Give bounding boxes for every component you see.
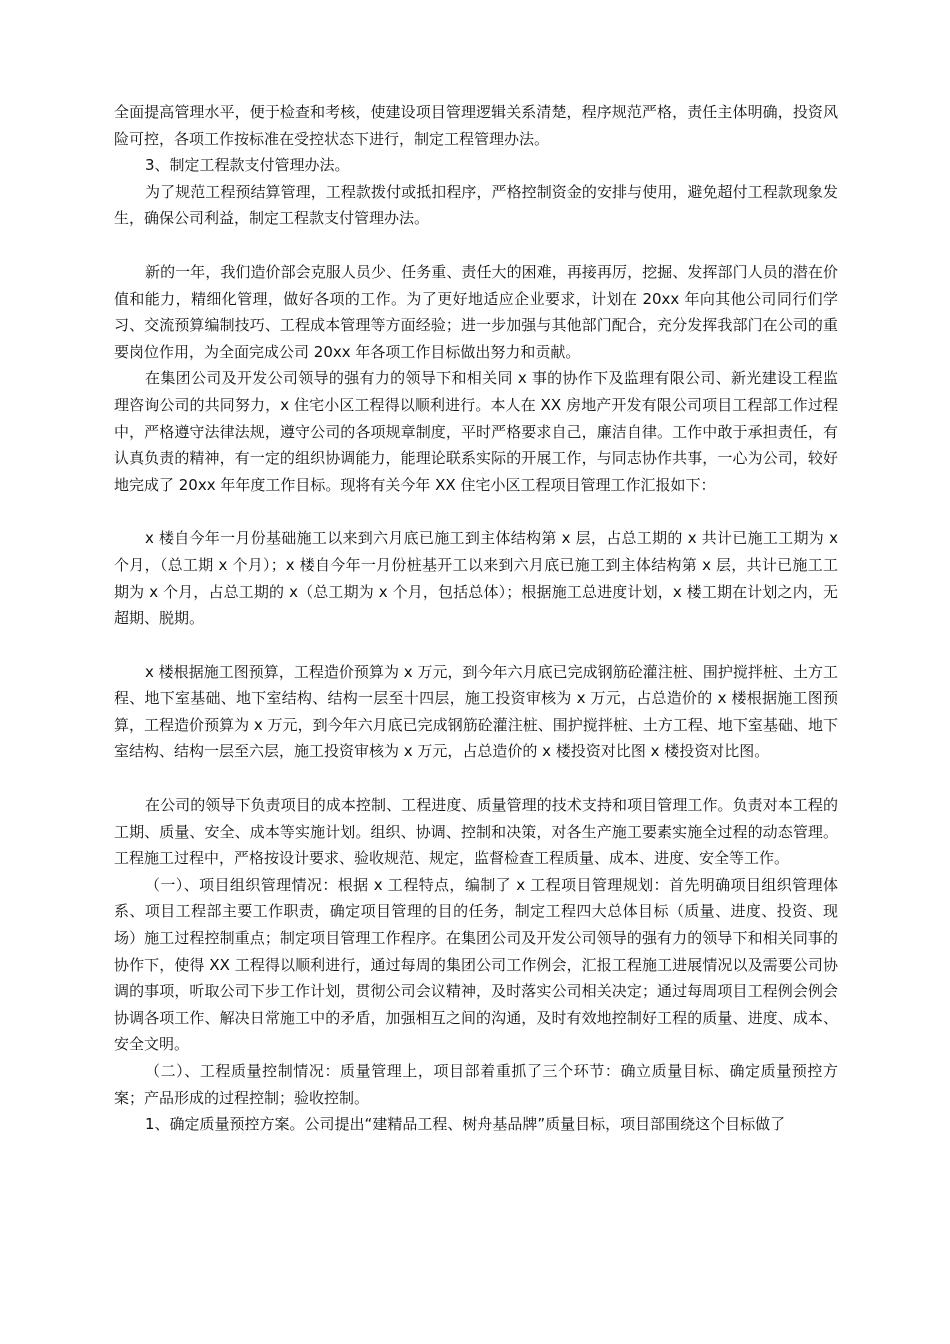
paragraph-quality-plan: 1、确定质量预控方案。公司提出“建精品工程、树舟基品牌”质量目标，项目部围绕这个目标做了 (145, 1115, 786, 1134)
paragraph-spacer (114, 498, 838, 525)
paragraph-organization-management: （一）、项目组织管理情况：根据 x 工程特点，编制了 x 工程项目管理规划：首先明确项目组织管理体系、项目工程部主要工作职责，确定项目管理的目的任务，制定工程四大总体目标（质量、进度、投资、现场）施工过程控制重点；制定项目管理工作程序。在集团公司及开发公司领导的强有力的领导下和相关同事的协作下，使得 XX 工程得以顺利进行，通过每周的集团公司工作例会，汇报工程施工进展情况以及需要公司协调的事项，听取公司下步工作计划，贯彻公司会议精神，及时落实公司相关决定；通过每周项目工程例会例会协调各项工作、解决日常施工中的矛盾，加强相互之间的沟通，及时有效地控制好工程的质量、进度、成本、安全文明。 (114, 875, 838, 1054)
paragraph-spacer (114, 765, 838, 792)
paragraph-management-summary: 全面提高管理水平，便于检查和考核，使建设项目管理逻辑关系清楚，程序规范严格，责任主体明确，投资风险可控，各项工作按标准在受控状态下进行，制定工程管理办法。 (114, 103, 838, 148)
paragraph-quality-control: （二）、工程质量控制情况：质量管理上，项目部着重抓了三个环节：确立质量目标、确定质量预控方案；产品形成的过程控制；验收控制。 (114, 1062, 838, 1107)
paragraph-responsibilities: 在公司的领导下负责项目的成本控制、工程进度、质量管理的技术支持和项目管理工作。负责对本工程的工期、质量、安全、成本等实施计划。组织、协调、控制和决策，对各生产施工要素实施全过程的动态管理。工程施工过程中，严格按设计要求、验收规范、规定，监督检查工程质量、成本、进度、安全等工作。 (114, 796, 838, 868)
paragraph-spacer (114, 632, 838, 659)
paragraph-investment-progress: x 楼根据施工图预算，工程造价预算为 x 万元，到今年六月底已完成钢筋砼灌注桩、围护搅拌桩、土方工程、地下室基础、地下室结构、结构一层至十四层，施工投资审核为 x 万元，占总造价的 x 楼根据施工图预算，工程造价预算为 x 万元，到今年六月底已完成钢筋砼灌注桩、围护搅拌桩、土方工程、地下室基础、地下室结构、结构一层至六层，施工投资审核为 x 万元，占总造价的 x 楼投资对比图 x 楼投资对比图。 (114, 662, 838, 761)
paragraph-schedule-progress: x 楼自今年一月份基础施工以来到六月底已施工到主体结构第 x 层，占总工期的 x 共计已施工工期为 x 个月，（总工期 x 个月）；x 楼自今年一月份桩基开工以来到六月底已施工到主体结构第 x 层，共计已施工工期为 x 个月，占总工期的 x（总工期为 x 个月，包括总体）；根据施工总进度计划，x 楼工期在计划之内，无超期、脱期。 (114, 529, 838, 628)
paragraph-payment-purpose: 为了规范工程预结算管理，工程款拨付或抵扣程序，严格控制资金的安排与使用，避免超付工程款现象发生，确保公司利益，制定工程款支付管理办法。 (114, 182, 838, 228)
paragraph-payment-heading: 3、制定工程款支付管理办法。 (145, 156, 350, 175)
paragraph-work-report-intro: 在集团公司及开发公司领导的强有力的领导下和相关同 x 事的协作下及监理有限公司、新光建设工程监理咨询公司的共同努力，x 住宅小区工程得以顺利进行。本人在 XX 房地产开发有限公司项目工程部工作过程中，严格遵守法律法规，遵守公司的各项规章制度，平时严格要求自己，廉洁自律。工作中敢于承担责任，有认真负责的精神，有一定的组织协调能力，能理论联系实际的开展工作，与同志协作共事，一心为公司，较好地完成了 20xx 年年度工作目标。现将有关今年 XX 住宅小区工程项目管理工作汇报如下： (114, 369, 838, 494)
paragraph-new-year-plan: 新的一年，我们造价部会克服人员少、任务重、责任大的困难，再接再厉，挖掘、发挥部门人员的潜在价值和能力，精细化管理，做好各项的工作。为了更好地适应企业要求，计划在 20xx 年向其他公司同行们学习、交流预算编制技巧、工程成本管理等方面经验；进一步加强与其他部门配合，充分发挥我部门在公司的重要岗位作用，为全面完成公司 20xx 年各项工作目标做出努力和贡献。 (114, 262, 838, 361)
document-page (114, 99, 838, 1138)
paragraph-spacer (114, 232, 838, 259)
